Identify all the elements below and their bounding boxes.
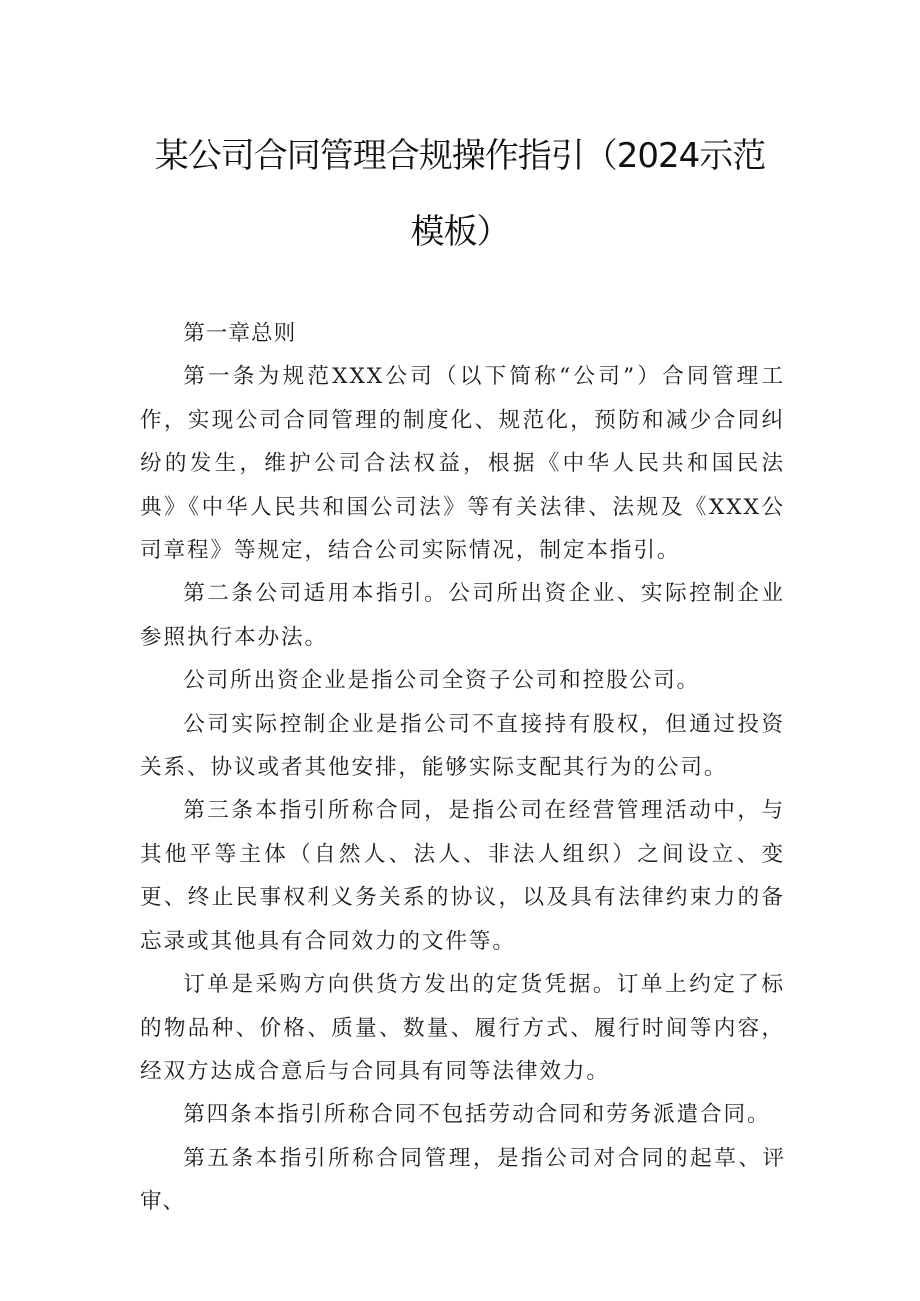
article-2: 第二条公司适用本指引。公司所出资企业、实际控制企业参照执行本办法。 — [140, 581, 785, 650]
article-2-clause-2: 公司实际控制企业是指公司不直接持有股权，但通过投资关系、协议或者其他安排，能够实际支配其行为的公司。 — [140, 711, 785, 781]
document-title-line-1: 某公司合同管理合规操作指引（2024示范 — [154, 136, 766, 176]
article-3-clause-1: 订单是采购方向供货方发出的定货凭据。订单上约定了标的物品种、价格、质量、数量、履行方式、履行时间等内容，经双方达成合意后与合同具有同等法律效力。 — [140, 972, 785, 1084]
article-1: 第一条为规范XXX公司（以下简称“公司”）合同管理工作，实现公司合同管理的制度化、规范化，预防和减少合同纠纷的发生，维护公司合法权益，根据《中华人民共和国民法典》《中华人民共和国公司法》等有关法律、法规及《XXX公司章程》等规定，结合公司实际情况，制定本指引。 — [140, 364, 785, 564]
article-3: 第三条本指引所称合同，是指公司在经营管理活动中，与其他平等主体（自然人、法人、非法人组织）之间设立、变更、终止民事权利义务关系的协议，以及具有法律约束力的备忘录或其他具有合同效力的文件等。 — [140, 798, 785, 954]
document-body — [140, 312, 785, 1224]
document-title-line-2: 模板） — [410, 212, 510, 252]
chapter-heading: 第一章总则 — [183, 321, 297, 346]
article-2-clause-1: 公司所出资企业是指公司全资子公司和控股公司。 — [183, 668, 701, 694]
article-4: 第四条本指引所称合同不包括劳动合同和劳务派遣合同。 — [183, 1102, 771, 1128]
article-5: 第五条本指引所称合同管理，是指公司对合同的起草、评审、 — [140, 1145, 785, 1215]
